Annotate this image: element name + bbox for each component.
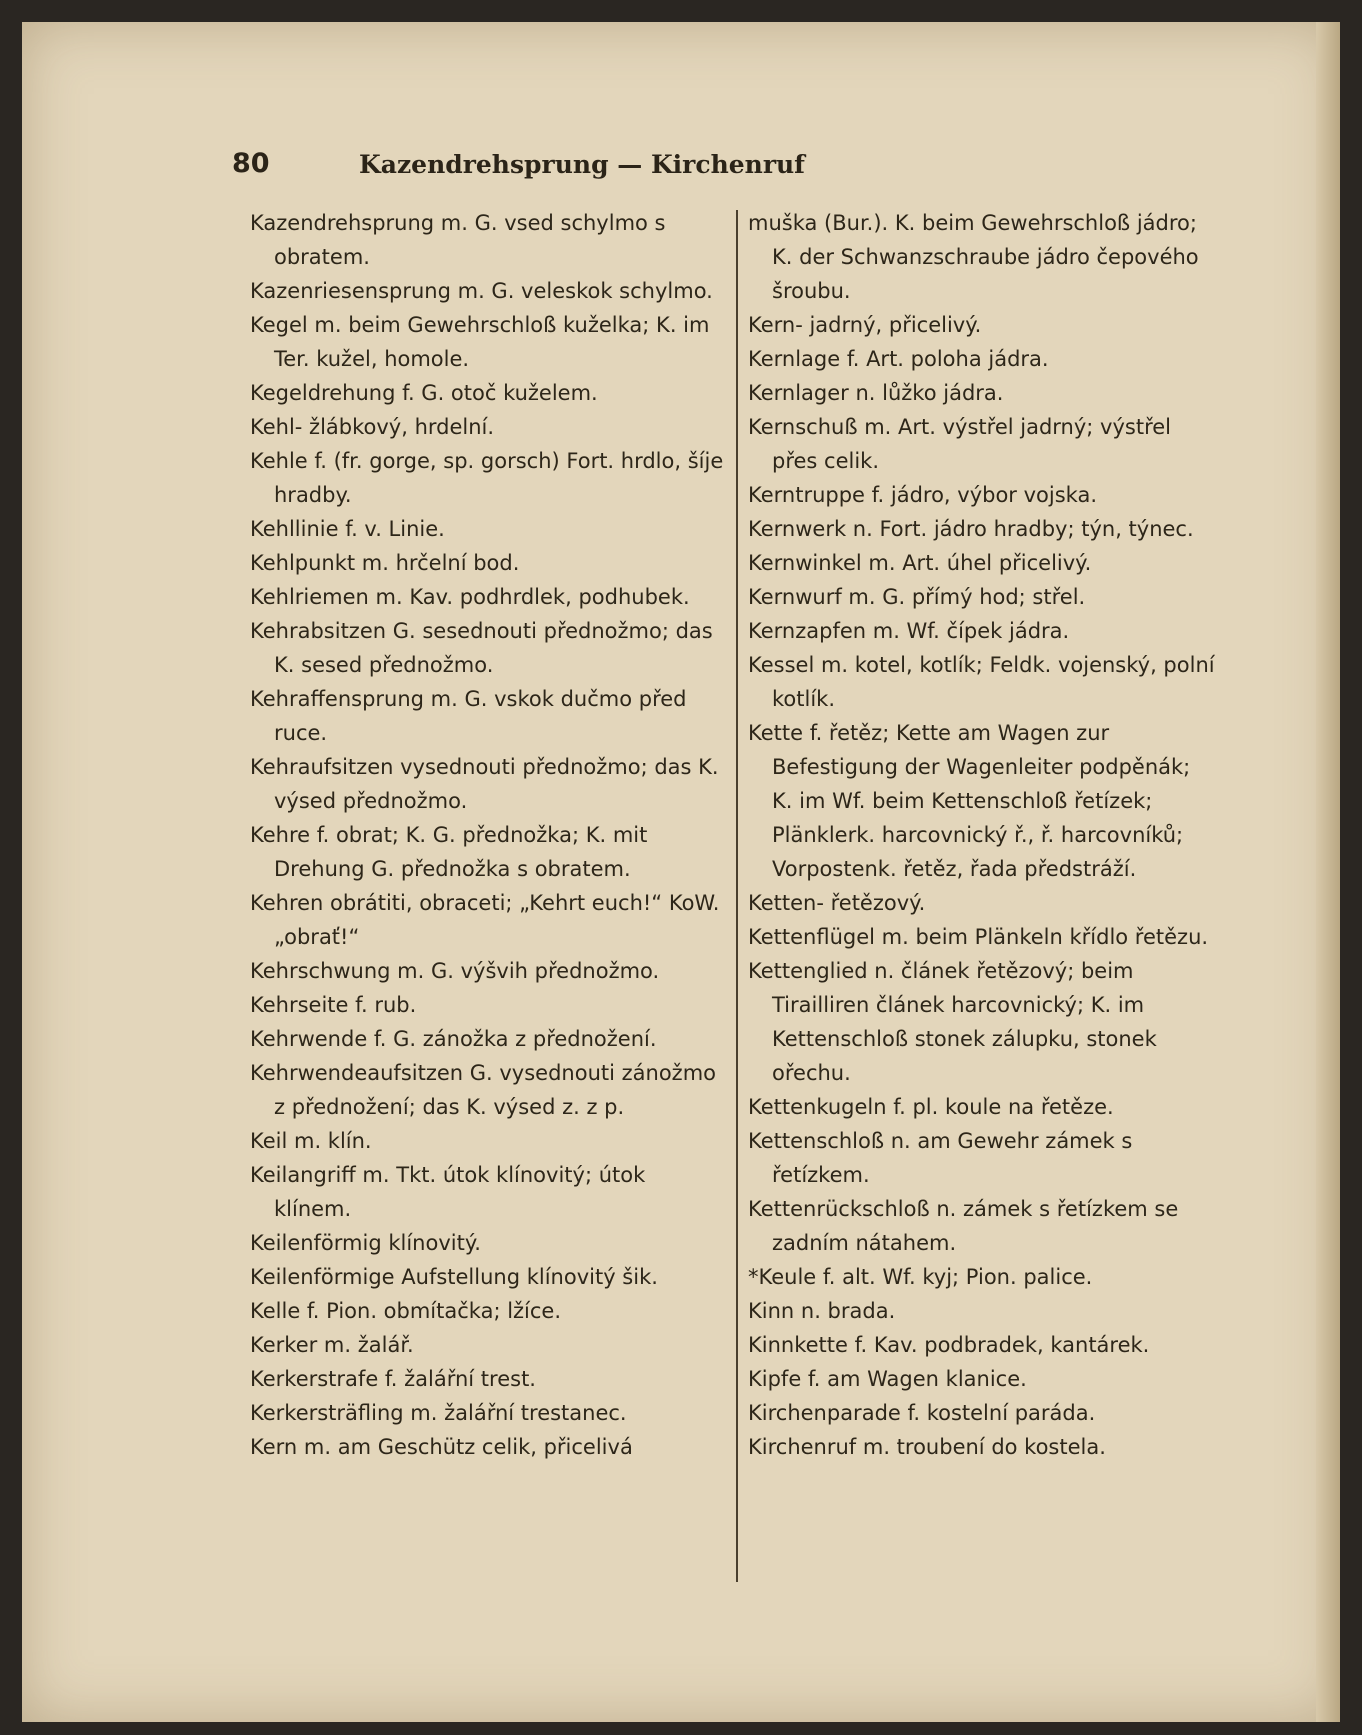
dictionary-entry: Kehlpunkt m. hrčelní bod. [250,551,520,575]
dictionary-entry: Kelle f. Pion. obmítačka; lžíce. [250,1299,562,1323]
dictionary-entry: Kehrseite f. rub. [250,993,417,1017]
dictionary-entry: Kern- jadrný, přicelivý. [748,313,982,337]
dictionary-entry: Kehl- žlábkový, hrdelní. [250,415,495,439]
dictionary-entry: Kehrabsitzen G. sesednouti přednožmo; das K. sesed přednožmo. [250,619,713,677]
dictionary-entry: Kehlriemen m. Kav. podhrdlek, podhubek. [250,585,690,609]
dictionary-entry: Keilenförmige Aufstellung klínovitý šik. [250,1265,658,1289]
dictionary-entry: Kernlager n. lůžko jádra. [748,381,1004,405]
dictionary-entry: Kehrwendeaufsitzen G. vysednouti zánožmo z přednožení; das K. výsed z. z p. [250,1061,717,1119]
column-divider [736,210,738,1582]
dictionary-entry: muška (Bur.). K. beim Gewehrschloß jádro; K. der Schwanzschraube jádro čepového šroubu. [748,211,1199,303]
dictionary-entry: Kirchenruf m. troubení do kostela. [748,1435,1106,1459]
book-spine-edge [1316,22,1340,1722]
dictionary-entry: Kettenflügel m. beim Plänkeln křídlo řetězu. [748,925,1209,949]
dictionary-entry: Kettenrückschloß n. zámek s řetízkem se zadním nátahem. [748,1197,1179,1255]
page-number: 80 [232,148,270,179]
dictionary-entry: Kazendrehsprung m. G. vsed schylmo s obratem. [250,211,666,269]
dictionary-entry: Kehllinie f. v. Linie. [250,517,445,541]
dictionary-entry: Kernwinkel m. Art. úhel přicelivý. [748,551,1092,575]
running-head: Kazendrehsprung — Kirchenruf [359,150,805,179]
dictionary-entry: Kegel m. beim Gewehrschloß kuželka; K. im Ter. kužel, homole. [250,313,710,371]
dictionary-entry: Ketten- řetězový. [748,891,926,915]
dictionary-entry: Kehraffensprung m. G. vskok dučmo před ruce. [250,687,687,745]
dictionary-entry: Kernwurf m. G. přímý hod; střel. [748,585,1086,609]
dictionary-entry: Kipfe f. am Wagen klanice. [748,1367,1027,1391]
dictionary-page [22,22,1340,1722]
right-column [748,206,1216,1464]
page-header [232,148,932,188]
dictionary-entry: Kernzapfen m. Wf. čípek jádra. [748,619,1070,643]
left-column [250,206,728,1464]
dictionary-entry: Kirchenparade f. kostelní paráda. [748,1401,1096,1425]
dictionary-entry: *Keule f. alt. Wf. kyj; Pion. palice. [748,1265,1093,1289]
dictionary-entry: Kinn n. brada. [748,1299,896,1323]
dictionary-entry: Kettenschloß n. am Gewehr zámek s řetízkem. [748,1129,1133,1187]
dictionary-entry: Kette f. řetěz; Kette am Wagen zur Befestigung der Wagenleiter podpěnák; K. im Wf. beim Kettenschloß řetízek; Plänklerk. harcovnický ř., ř. harcovníků; Vorpostenk. řetěz, řada předstráží. [748,721,1191,881]
dictionary-entry: Kettenglied n. článek řetězový; beim Tirailliren článek harcovnický; K. im Kettenschloß stonek zálupku, stonek ořechu. [748,959,1157,1085]
dictionary-entry: Kehle f. (fr. gorge, sp. gorsch) Fort. hrdlo, šíje hradby. [250,449,724,507]
dictionary-entry: Kehraufsitzen vysednouti přednožmo; das K. výsed přednožmo. [250,755,719,813]
dictionary-entry: Kehre f. obrat; K. G. přednožka; K. mit Drehung G. přednožka s obratem. [250,823,648,881]
dictionary-entry: Kerkerstrafe f. žalářní trest. [250,1367,536,1391]
dictionary-entry: Kegeldrehung f. G. otoč kuželem. [250,381,598,405]
dictionary-entry: Kettenkugeln f. pl. koule na řetěze. [748,1095,1114,1119]
dictionary-entry: Keil m. klín. [250,1129,372,1153]
dictionary-entry: Kehren obrátiti, obraceti; „Kehrt euch!“ KoW. „obrať!“ [250,891,720,949]
dictionary-entry: Kerkersträfling m. žalářní trestanec. [250,1401,627,1425]
dictionary-entry: Kernschuß m. Art. výstřel jadrný; výstřel přes celik. [748,415,1171,473]
dictionary-entry: Kerker m. žalář. [250,1333,414,1357]
dictionary-entry: Keilenförmig klínovitý. [250,1231,481,1255]
dictionary-entry: Kinnkette f. Kav. podbradek, kantárek. [748,1333,1150,1357]
dictionary-entry: Kazenriesensprung m. G. veleskok schylmo. [250,279,713,303]
dictionary-entry: Kern m. am Geschütz celik, přicelivá [250,1435,633,1459]
dictionary-entry: Kernlage f. Art. poloha jádra. [748,347,1049,371]
dictionary-entry: Kehrwende f. G. zánožka z přednožení. [250,1027,657,1051]
dictionary-entry: Kessel m. kotel, kotlík; Feldk. vojenský, polní kotlík. [748,653,1215,711]
dictionary-entry: Kerntruppe f. jádro, výbor vojska. [748,483,1098,507]
dictionary-entry: Kernwerk n. Fort. jádro hradby; týn, týnec. [748,517,1194,541]
dictionary-entry: Kehrschwung m. G. výšvih přednožmo. [250,959,660,983]
dictionary-entry: Keilangriff m. Tkt. útok klínovitý; útok klínem. [250,1163,646,1221]
